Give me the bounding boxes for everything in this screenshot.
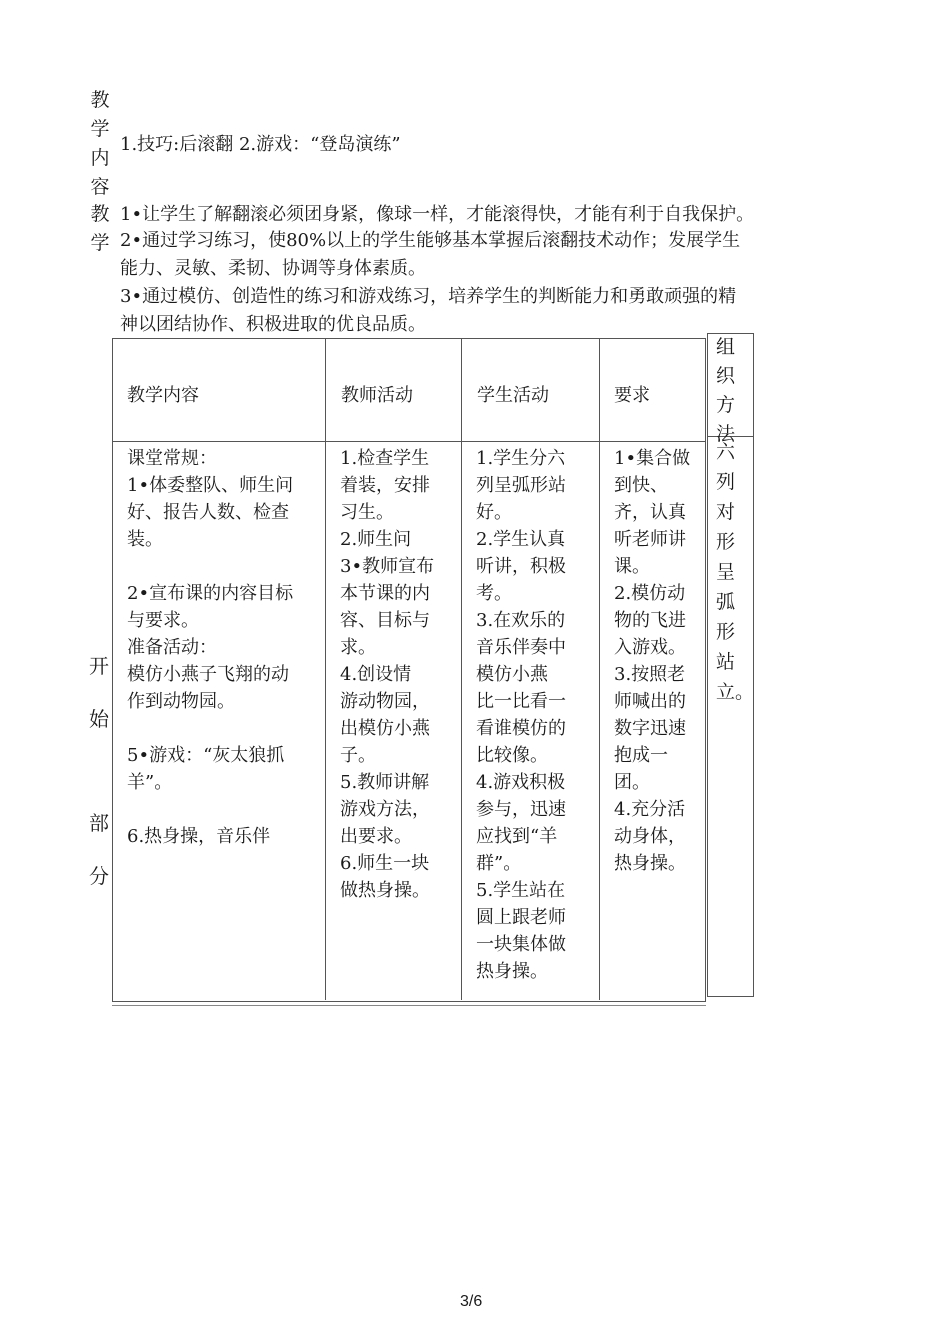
content-line: 课堂常规： — [127, 448, 217, 469]
content-line — [127, 715, 322, 742]
teacher-line: 容、目标与 — [340, 610, 430, 631]
teacher-line: 子。 — [340, 745, 376, 766]
content-label-char: 内 — [90, 147, 110, 169]
content-label-char: 容 — [90, 176, 110, 198]
student-line: 4.游戏积极 — [476, 772, 566, 793]
requirement-line: 2.模仿动 — [614, 583, 686, 604]
header-teaching-content: 教学内容 — [127, 385, 199, 406]
header-teacher-activity: 教师活动 — [341, 385, 413, 406]
content-line: 准备活动： — [127, 637, 217, 658]
student-line: 2.学生认真 — [476, 529, 566, 550]
goal-line-5: 神以团结协作、积极进取的优良品质。 — [120, 314, 426, 335]
table-bottom-rule — [112, 1005, 706, 1006]
content-line: 1•体委整队、师生问 — [127, 475, 294, 496]
page-number: 3/6 — [460, 1293, 483, 1310]
column-divider — [461, 338, 462, 1000]
content-line: 与要求。 — [127, 610, 199, 631]
teacher-line: 2.师生问 — [340, 529, 412, 550]
section-label-char: 分 — [89, 864, 109, 888]
student-line: 看谁模仿的 — [476, 718, 566, 739]
content-column — [127, 445, 322, 850]
content-line: 作到动物园。 — [127, 691, 235, 712]
goals-label-char: 教 — [90, 203, 110, 225]
student-line: 应找到“羊 — [476, 826, 558, 847]
teacher-line: 求。 — [340, 637, 376, 658]
content-line: 好、报告人数、检查 — [127, 502, 289, 523]
student-column — [476, 445, 596, 985]
content-line: 2•宣布课的内容目标 — [127, 583, 294, 604]
teaching-content-line: 1.技巧:后滚翻 2.游戏：“登岛演练” — [120, 134, 401, 155]
content-line: 5•游戏：“灰太狼抓 — [127, 745, 285, 766]
content-line: 羊”。 — [127, 772, 173, 793]
teacher-line: 6.师生一块 — [340, 853, 430, 874]
teacher-line: 出模仿小燕 — [340, 718, 430, 739]
teacher-line: 本节课的内 — [340, 583, 430, 604]
requirement-line: 动身体， — [614, 826, 686, 847]
student-line: 热身操。 — [476, 961, 548, 982]
content-line — [127, 553, 322, 580]
teacher-line: 3•教师宣布 — [340, 556, 435, 577]
requirement-line: 团。 — [614, 772, 650, 793]
student-line: 参与，迅速 — [476, 799, 566, 820]
requirement-line: 热身操。 — [614, 853, 686, 874]
student-line: 一块集体做 — [476, 934, 566, 955]
student-line: 1.学生分六 — [476, 448, 566, 469]
teacher-line: 做热身操。 — [340, 880, 430, 901]
student-line: 听讲，积极 — [476, 556, 566, 577]
requirements-column — [614, 445, 702, 877]
content-line — [127, 796, 322, 823]
student-line: 5.学生站在 — [476, 880, 566, 901]
organization-method-text: 六列对形呈弧形站立。 — [716, 441, 755, 703]
column-divider — [599, 338, 600, 1000]
content-line: 装。 — [127, 529, 163, 550]
requirement-line: 师喊出的 — [614, 691, 686, 712]
content-line: 6.热身操，音乐伴 — [127, 826, 271, 847]
table-header-divider — [112, 441, 706, 442]
requirement-line: 抱成一 — [614, 745, 668, 766]
section-label-char: 始 — [89, 707, 109, 731]
goal-line-2: 2•通过学习练习，使80%以上的学生能够基本掌握后滚翻技术动作；发展学生 — [120, 230, 741, 251]
goals-label-char: 学 — [90, 232, 110, 254]
requirement-line: 3.按照老 — [614, 664, 686, 685]
goal-line-3: 能力、灵敏、柔韧、协调等身体素质。 — [120, 258, 426, 279]
student-line: 比一比看一 — [476, 691, 566, 712]
teacher-line: 1.检查学生 — [340, 448, 430, 469]
teacher-line: 游戏方法， — [340, 799, 430, 820]
goals-vertical-label — [87, 200, 113, 258]
content-line: 模仿小燕子飞翔的动 — [127, 664, 289, 685]
student-line: 比较像。 — [476, 745, 548, 766]
requirement-line: 课。 — [614, 556, 650, 577]
teacher-line: 5.教师讲解 — [340, 772, 430, 793]
teacher-line: 出要求。 — [340, 826, 412, 847]
requirement-line: 4.充分活 — [614, 799, 686, 820]
teacher-line: 习生。 — [340, 502, 394, 523]
requirement-line: 数字迅速 — [614, 718, 686, 739]
student-line: 3.在欢乐的 — [476, 610, 566, 631]
content-label-char: 教 — [90, 89, 110, 111]
student-line: 圆上跟老师 — [476, 907, 566, 928]
teacher-column — [340, 445, 458, 904]
goal-line-1: 1•让学生了解翻滚必须团身紧，像球一样，才能滚得快，才能有利于自我保护。 — [120, 204, 755, 225]
student-line: 音乐伴奏中 — [476, 637, 566, 658]
section-label-char: 开 — [89, 654, 109, 678]
section-label-char: 部 — [89, 811, 109, 835]
requirement-line: 物的飞进 — [614, 610, 686, 631]
header-student-activity: 学生活动 — [477, 385, 549, 406]
student-line: 好。 — [476, 502, 512, 523]
requirement-line: 1•集合做 — [614, 448, 691, 469]
student-line: 模仿小燕 — [476, 664, 548, 685]
teacher-line: 着装，安排 — [340, 475, 430, 496]
student-line: 群”。 — [476, 853, 522, 874]
teacher-line: 4.创设情 — [340, 664, 412, 685]
content-vertical-label — [87, 86, 113, 202]
header-requirements: 要求 — [614, 385, 650, 406]
content-label-char: 学 — [90, 118, 110, 140]
requirement-line: 入游戏。 — [614, 637, 686, 658]
column-divider — [325, 338, 326, 1000]
header-organization-method: 组织方法 — [716, 336, 736, 445]
requirement-line: 到快、 — [614, 475, 668, 496]
teacher-line: 游动物园， — [340, 691, 430, 712]
requirement-line: 齐，认真 — [614, 502, 686, 523]
requirement-line: 听老师讲 — [614, 529, 686, 550]
goal-line-4: 3•通过模仿、创造性的练习和游戏练习，培养学生的判断能力和勇敢顽强的精 — [120, 286, 737, 307]
student-line: 列呈弧形站 — [476, 475, 566, 496]
student-line: 考。 — [476, 583, 512, 604]
